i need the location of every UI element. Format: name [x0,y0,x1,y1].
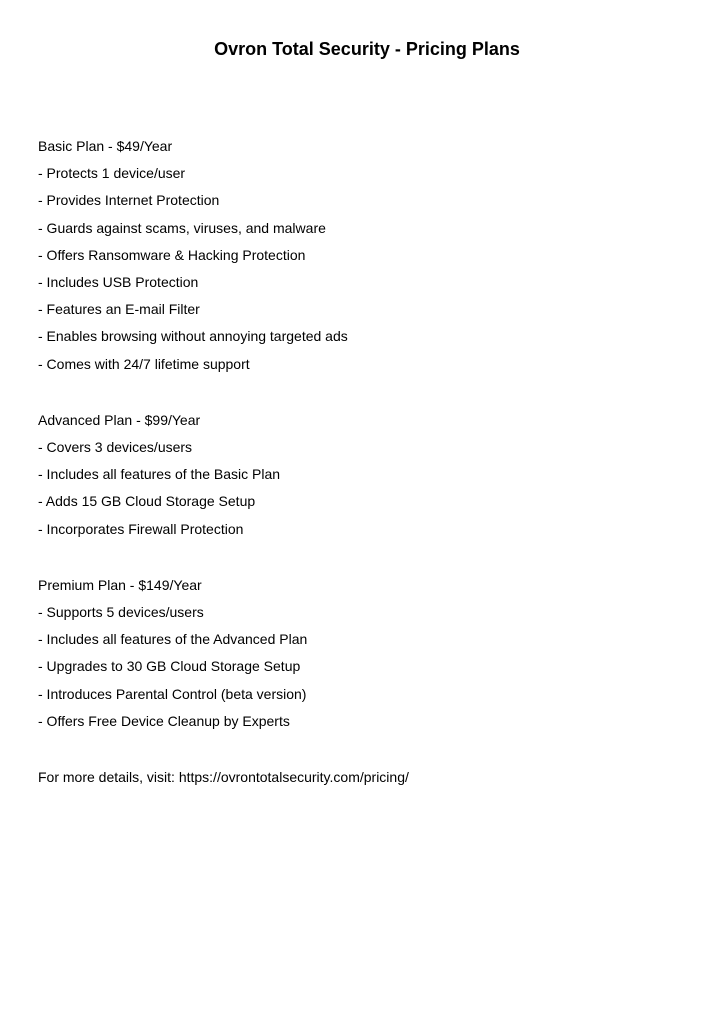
plan-feature: - Upgrades to 30 GB Cloud Storage Setup [38,658,301,675]
plan-feature: - Offers Free Device Cleanup by Experts [38,712,290,729]
plan-feature: - Comes with 24/7 lifetime support [38,355,250,372]
plan-feature: - Incorporates Firewall Protection [38,520,244,537]
document-body [38,133,682,791]
plan-feature: - Adds 15 GB Cloud Storage Setup [38,493,256,510]
plan-feature: - Covers 3 devices/users [38,439,193,456]
plan-feature: - Includes all features of the Basic Plan [38,466,281,483]
plan-heading: Premium Plan - $149/Year [38,576,202,593]
plan-feature: - Supports 5 devices/users [38,604,204,621]
plan-feature: - Introduces Parental Control (beta version) [38,685,307,702]
plan-feature: - Guards against scams, viruses, and malware [38,219,326,236]
page-title: Ovron Total Security - Pricing Plans [214,39,520,59]
plan-feature: - Includes USB Protection [38,274,199,291]
plan-feature: - Features an E-mail Filter [38,301,200,318]
plan-feature: - Enables browsing without annoying targeted ads [38,328,348,345]
plan-feature: - Offers Ransomware & Hacking Protection [38,246,306,263]
plan-feature: - Provides Internet Protection [38,192,220,209]
plan-heading: Advanced Plan - $99/Year [38,411,201,428]
plan-advanced [38,407,682,543]
plan-heading: Basic Plan - $49/Year [38,138,173,154]
plan-feature: - Protects 1 device/user [38,165,186,182]
plan-feature: - Includes all features of the Advanced Plan [38,631,308,648]
plan-premium [38,572,682,735]
details-footer: For more details, visit: https://ovrontotalsecurity.com/pricing/ [38,769,409,786]
plan-basic [38,133,682,378]
